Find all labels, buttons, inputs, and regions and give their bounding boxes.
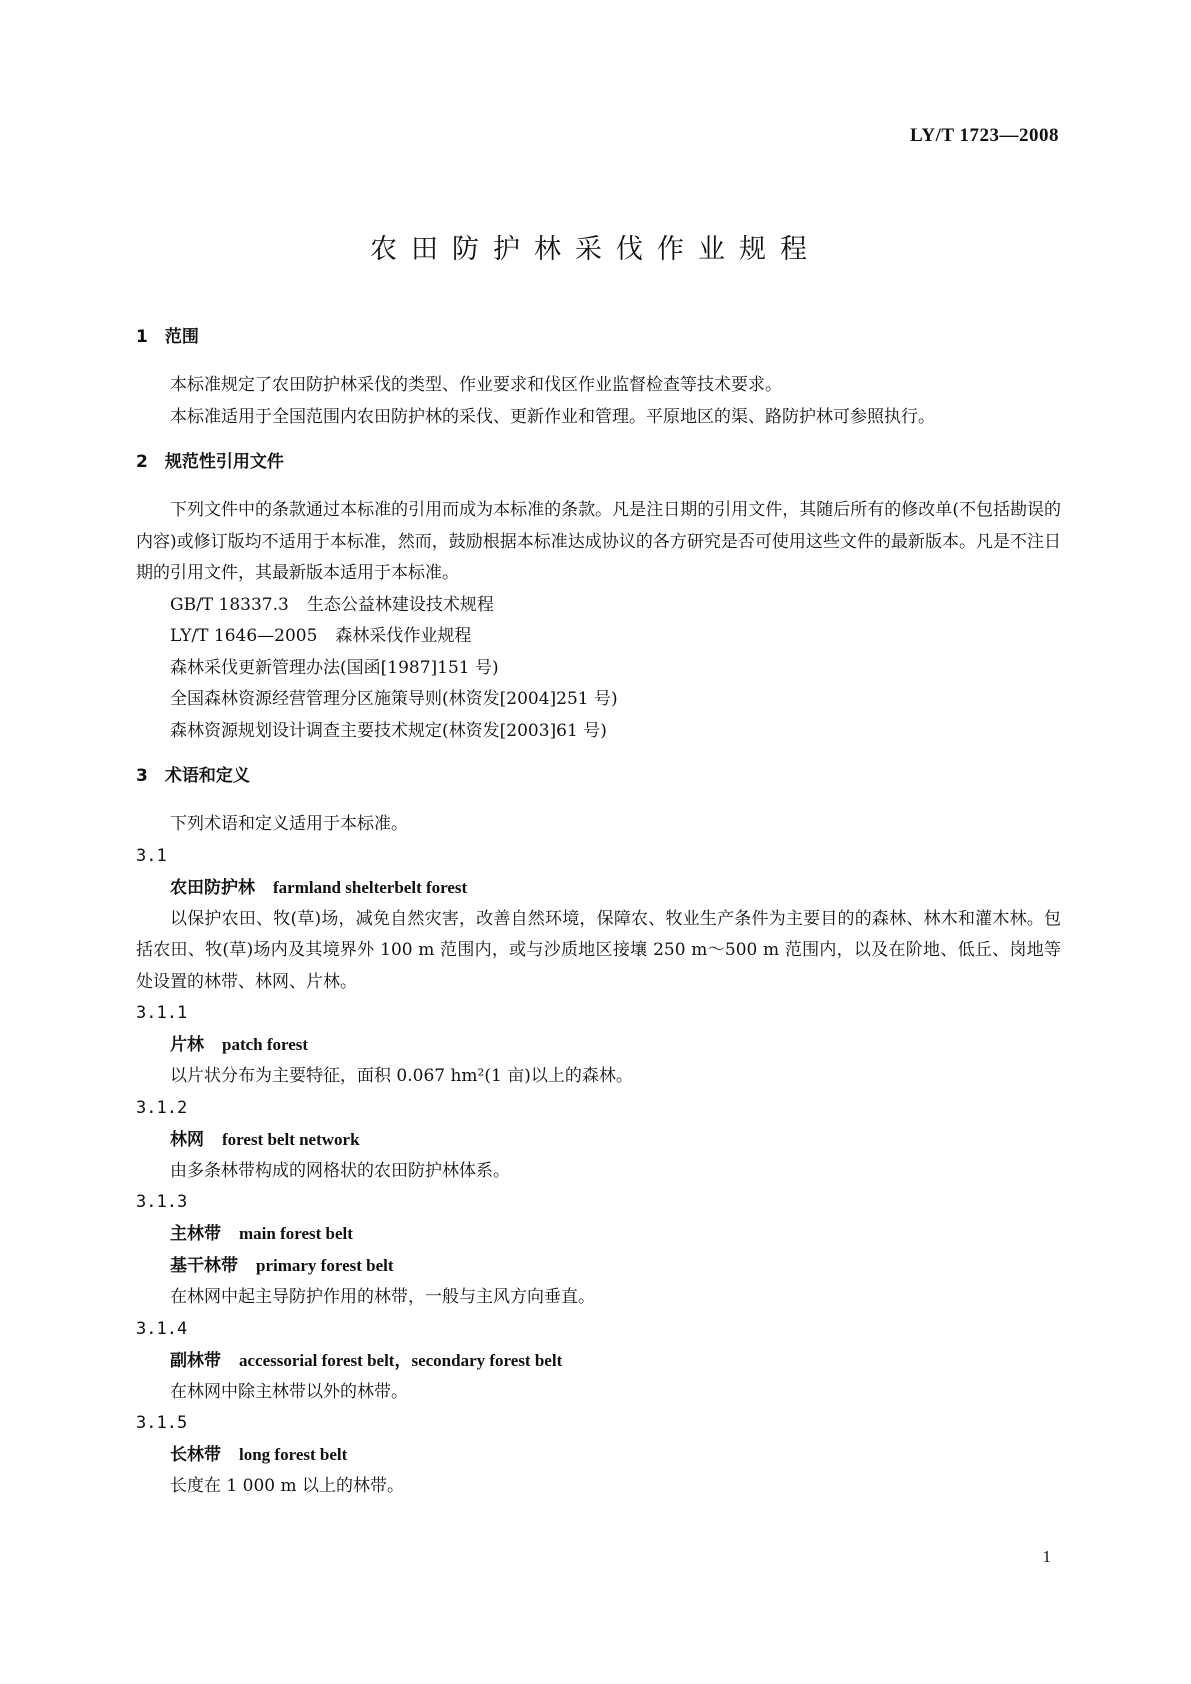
section-heading-scope: 1 范围 — [136, 327, 199, 347]
term-zh: 基干林带 — [170, 1256, 238, 1276]
term-definition: 由多条林带构成的网格状的农田防护林体系。 — [170, 1160, 510, 1181]
term-number: 3.1.5 — [136, 1413, 188, 1433]
term-en: primary forest belt — [256, 1256, 394, 1275]
term-heading — [136, 1345, 1061, 1377]
term-en: main forest belt — [239, 1224, 353, 1243]
term-number: 3.1.3 — [136, 1192, 188, 1212]
term-heading — [136, 1439, 1061, 1471]
term-zh: 主林带 — [170, 1224, 221, 1244]
reference-item — [136, 684, 1061, 716]
page-number: 1 — [1042, 1547, 1051, 1566]
document-body — [136, 322, 1061, 1503]
reference-name: 全国森林资源经营管理分区施策导则(林资发[2004]251 号) — [170, 689, 618, 709]
term-definition: 以片状分布为主要特征，面积 0.067 hm²(1 亩)以上的森林。 — [170, 1066, 633, 1086]
term-en: long forest belt — [239, 1445, 348, 1464]
paragraph: 本标准适用于全国范围内农田防护林的采伐、更新作业和管理。平原地区的渠、路防护林可参照执行。 — [170, 406, 935, 427]
section-heading-normative-references: 2 规范性引用文件 — [136, 452, 284, 472]
reference-name: 森林采伐更新管理办法(国函[1987]151 号) — [170, 657, 499, 678]
reference-name: 森林资源规划设计调查主要技术规定(林资发[2003]61 号) — [170, 720, 607, 741]
term-zh: 片林 — [170, 1035, 204, 1055]
term-synonym — [136, 1250, 1061, 1282]
term-definition: 长度在 1 000 m 以上的林带。 — [170, 1476, 404, 1496]
term-number: 3.1 — [136, 845, 167, 866]
term-number: 3.1.4 — [136, 1318, 188, 1339]
reference-code: GB/T 18337.3 — [170, 594, 289, 615]
term-zh: 农田防护林 — [170, 877, 255, 898]
reference-name: 森林采伐作业规程 — [335, 626, 472, 646]
document-title: 农田防护林采伐作业规程 — [370, 234, 821, 265]
paragraph: 本标准规定了农田防护林采伐的类型、作业要求和伐区作业监督检查等技术要求。 — [170, 375, 782, 395]
paragraph: 下列文件中的条款通过本标准的引用而成为本标准的条款。凡是注日期的引用文件，其随后所有的修改单(不包括勘误的内容)或修订版均不适用于本标准，然而，鼓励根据本标准达成协议的各方研究是否可使用这些文件的最新版本。凡是不注日期的引用文件，其最新版本适用于本标准。 — [136, 500, 1061, 583]
term-definition: 以保护农田、牧(草)场，减免自然灾害，改善自然环境，保障农、牧业生产条件为主要目的的森林、林木和灌木林。包括农田、牧(草)场内及其境界外 100 m 范围内，或与沙质地区接壤 250 m～500 m 范围内，以及在阶地、低丘、岗地等处设置的林带、林网、片林。 — [136, 908, 1061, 992]
term-definition: 在林网中起主导防护作用的林带，一般与主风方向垂直。 — [170, 1287, 595, 1307]
term-zh: 林网 — [170, 1129, 204, 1150]
reference-item — [136, 621, 1061, 653]
term-zh: 长林带 — [170, 1445, 221, 1465]
section-heading-terms: 3 术语和定义 — [136, 766, 250, 786]
term-zh: 副林带 — [170, 1350, 221, 1371]
reference-name: 生态公益林建设技术规程 — [306, 594, 494, 615]
term-number: 3.1.2 — [136, 1097, 188, 1118]
reference-item — [136, 653, 1061, 685]
term-number: 3.1.1 — [136, 1003, 188, 1023]
reference-code: LY/T 1646—2005 — [170, 626, 318, 646]
term-en: farmland shelterbelt forest — [273, 877, 468, 897]
term-heading — [136, 1124, 1061, 1156]
term-heading — [136, 1218, 1061, 1250]
paragraph: 下列术语和定义适用于本标准。 — [170, 814, 408, 834]
term-heading — [136, 872, 1061, 904]
reference-item — [136, 590, 1061, 622]
term-en: patch forest — [222, 1035, 309, 1054]
term-definition: 在林网中除主林带以外的林带。 — [170, 1381, 408, 1402]
reference-item — [136, 716, 1061, 748]
term-heading — [136, 1029, 1061, 1061]
document-code: LY/T 1723—2008 — [909, 125, 1059, 146]
term-en: forest belt network — [222, 1129, 360, 1149]
term-en: accessorial forest belt，secondary forest belt — [239, 1350, 563, 1370]
